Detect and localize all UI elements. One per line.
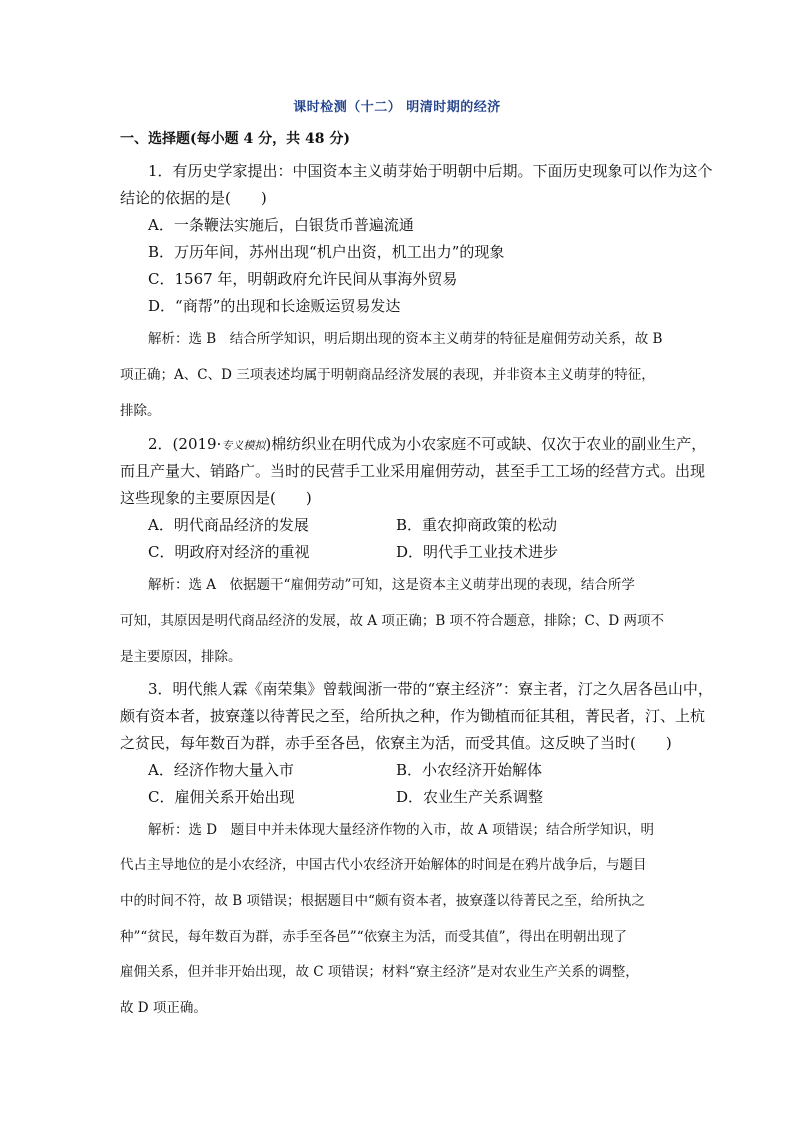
q3-stem-line2: 颇有资本者，披寮蓬以待菁民之至，给所执之种，作为锄植而征其租，菁民者，汀、上杭: [120, 707, 706, 725]
q3-option-b: B．小农经济开始解体: [396, 761, 543, 779]
q3-analysis-line2: 代占主导地位的是小农经济，中国古代小农经济开始解体的时间是在鸦片战争后，与题目: [120, 857, 647, 873]
q3-option-c: C．雇佣关系开始出现: [148, 788, 295, 806]
q2-option-d: D．明代手工业技术进步: [396, 543, 559, 561]
q3-analysis-line5: 雇佣关系，但并非开始出现，故 C 项错误；材料“寮主经济”是对农业生产关系的调整，: [120, 964, 639, 980]
q3-analysis-line3: 中的时间不符，故 B 项错误；根据题目中“颇有资本者，披寮蓬以待菁民之至，给所执之: [120, 893, 645, 909]
q1-option-c: C．1567 年，明朝政府允许民间从事海外贸易: [148, 270, 458, 288]
q1-option-b: B．万历年间，苏州出现“机户出资，机工出力”的现象: [148, 243, 505, 261]
q1-stem-line1: 1．有历史学家提出：中国资本主义萌芽始于明朝中后期。下面历史现象可以作为这个: [148, 162, 713, 180]
q3-stem-line3: 之贫民，每年数百为群，赤手至各邑，依寮主为活，而受其值。这反映了当时( ): [120, 734, 672, 752]
q2-stem-line3: 这些现象的主要原因是( ): [120, 489, 312, 507]
q3-analysis-line6: 故 D 项正确。: [120, 1000, 207, 1016]
q2-stem-line2: 而且产量大、销路广。当时的民营手工业采用雇佣劳动，甚至手工工场的经营方式。出现: [120, 462, 706, 480]
q2-stem-line1: [148, 433, 708, 454]
q3-option-d: D．农业生产关系调整: [396, 788, 544, 806]
q2-prefix: 2．(2019·: [148, 435, 222, 453]
q3-analysis-line4: 种”“贫民，每年数百为群，赤手至各邑”“依寮主为活，而受其值”，得出在明朝出现了: [120, 929, 628, 945]
q2-option-b: B．重农抑商政策的松动: [396, 516, 558, 534]
q1-option-a: A．一条鞭法实施后，白银货币普遍流通: [148, 216, 414, 234]
q1-option-d: D．“商帮”的出现和长途贩运贸易发达: [148, 297, 401, 315]
q2-analysis-line3: 是主要原因，排除。: [120, 649, 242, 665]
q2-source-tag: 专义模拟: [221, 439, 266, 452]
q2-option-c: C．明政府对经济的重视: [148, 543, 310, 561]
page-title: 课时检测（十二） 明清时期的经济: [293, 100, 501, 115]
q3-option-a: A．经济作物大量入市: [148, 761, 294, 779]
q2-stem-rest: )棉纺织业在明代成为小农家庭不可或缺、仅次于农业的副业生产，: [265, 435, 707, 453]
q1-analysis-line3: 排除。: [120, 403, 161, 419]
q2-option-a: A．明代商品经济的发展: [148, 516, 309, 534]
q3-analysis-line1: 解析：选 D 题目中并未体现大量经济作物的入市，故 A 项错误；结合所学知识，明: [148, 822, 654, 838]
q2-analysis-line2: 可知，其原因是明代商品经济的发展，故 A 项正确；B 项不符合题意，排除；C、D 两项不: [120, 613, 664, 629]
q2-analysis-line1: 解析：选 A 依据题干“雇佣劳动”可知，这是资本主义萌芽出现的表现，结合所学: [148, 577, 635, 593]
q1-analysis-line1: 解析：选 B 结合所学知识，明后期出现的资本主义萌芽的特征是雇佣劳动关系，故 B: [148, 331, 663, 347]
q1-stem-line2: 结论的依据的是( ): [120, 189, 267, 207]
section-heading: 一、选择题(每小题 4 分，共 48 分): [120, 131, 350, 147]
q3-stem-line1: 3．明代熊人霖《南荣集》曾载闽浙一带的“寮主经济”：寮主者，汀之久居各邑山中，: [148, 680, 713, 698]
q1-analysis-line2: 项正确；A、C、D 三项表述均属于明朝商品经济发展的表现，并非资本主义萌芽的特征，: [120, 367, 655, 383]
